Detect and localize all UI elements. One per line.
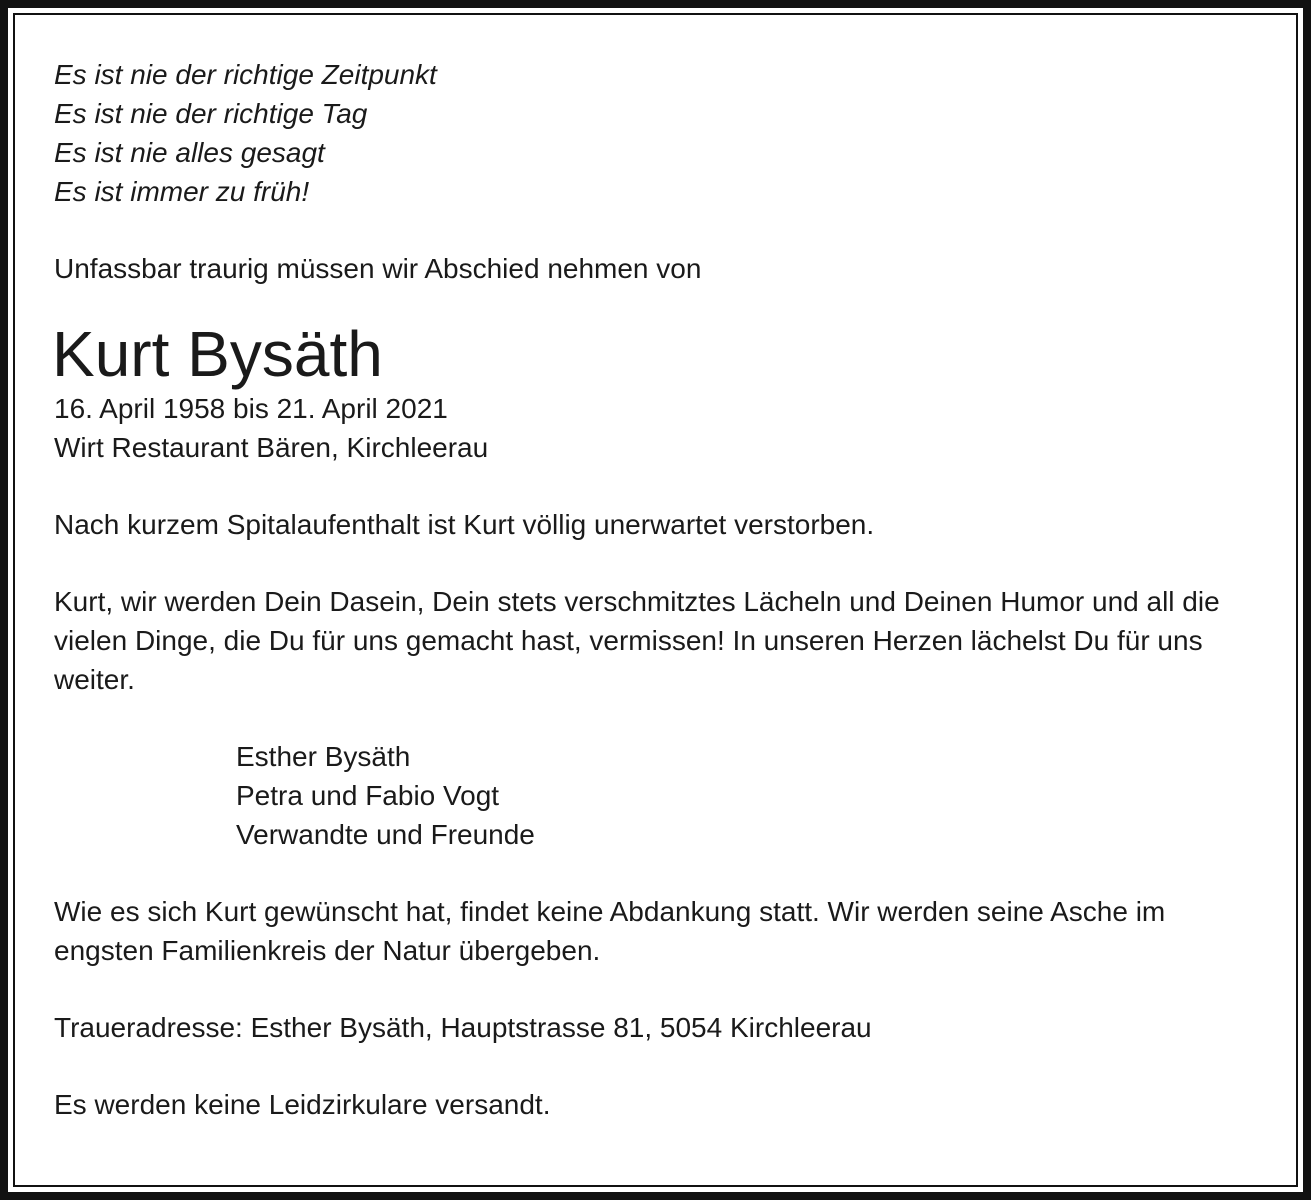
deceased-details bbox=[54, 389, 1264, 467]
mourners-list bbox=[236, 737, 1264, 854]
funeral-note-line: engsten Familienkreis der Natur übergeben. bbox=[54, 935, 601, 966]
mourner: Petra und Fabio Vogt bbox=[236, 780, 500, 811]
closing-note: Es werden keine Leidzirkulare versandt. bbox=[54, 1089, 551, 1120]
poem bbox=[54, 55, 1264, 211]
poem-line: Es ist immer zu früh! bbox=[54, 176, 310, 207]
mourner: Esther Bysäth bbox=[236, 741, 411, 772]
funeral-note-line: Wie es sich Kurt gewünscht hat, findet keine Abdankung statt. Wir werden seine Asche im bbox=[54, 896, 1166, 927]
obituary-notice bbox=[54, 55, 1264, 1124]
funeral-note bbox=[54, 892, 1264, 970]
life-dates: 16. April 1958 bis 21. April 2021 bbox=[54, 393, 448, 424]
deceased-name: Kurt Bysäth bbox=[52, 318, 383, 390]
poem-line: Es ist nie der richtige Zeitpunkt bbox=[54, 59, 437, 90]
poem-line: Es ist nie der richtige Tag bbox=[54, 98, 368, 129]
tribute-line: weiter. bbox=[54, 664, 135, 695]
tribute-line: vielen Dinge, die Du für uns gemacht hast, vermissen! In unseren Herzen lächelst Du für uns bbox=[54, 625, 1203, 656]
death-note: Nach kurzem Spitalaufenthalt ist Kurt völlig unerwartet verstorben. bbox=[54, 509, 875, 540]
tribute-paragraph bbox=[54, 582, 1264, 699]
poem-line: Es ist nie alles gesagt bbox=[54, 137, 325, 168]
tribute-line: Kurt, wir werden Dein Dasein, Dein stets verschmitztes Lächeln und Deinen Humor und all die bbox=[54, 586, 1220, 617]
intro-text: Unfassbar traurig müssen wir Abschied nehmen von bbox=[54, 253, 702, 284]
mourning-address: Traueradresse: Esther Bysäth, Hauptstrasse 81, 5054 Kirchleerau bbox=[54, 1012, 872, 1043]
occupation: Wirt Restaurant Bären, Kirchleerau bbox=[54, 432, 489, 463]
mourner: Verwandte und Freunde bbox=[236, 819, 535, 850]
